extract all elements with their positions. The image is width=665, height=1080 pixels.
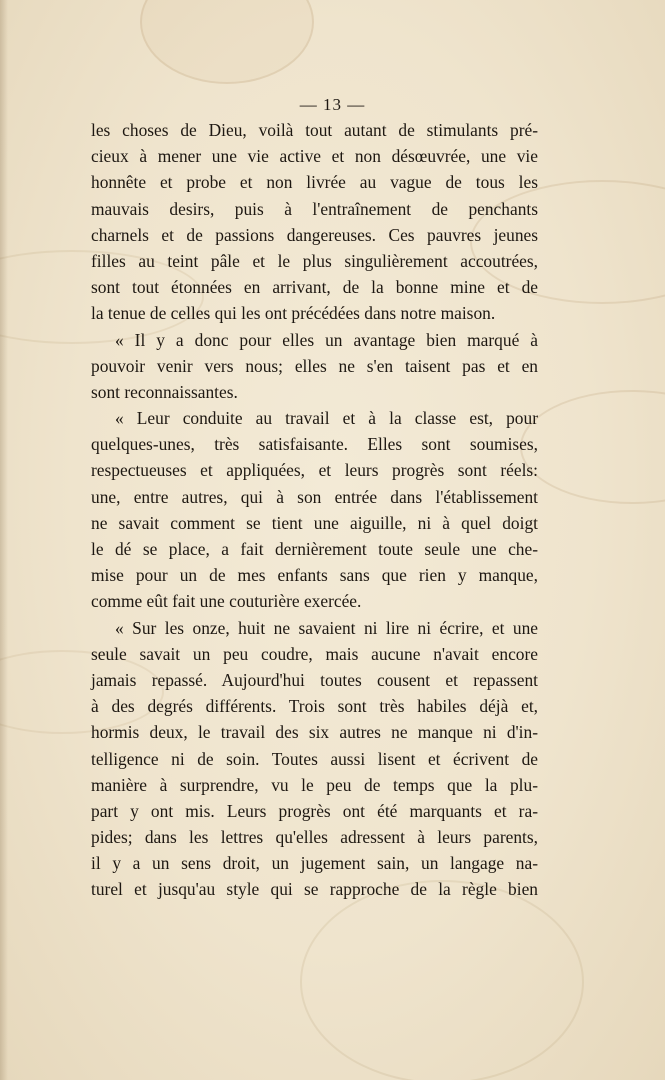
text-line: filles au teint pâle et le plus singulièrement accoutrées, [91,250,538,271]
text-line: pouvoir venir vers nous; elles ne s'en taisent pas et en [91,355,538,376]
text-line: turel et jusqu'au style qui se rapproche de la règle bien [91,879,538,900]
text-line: quelques-unes, très satisfaisante. Elles sont soumises, [91,434,538,455]
text-line: comme eût fait une couturière exercée. [91,591,362,612]
page-number: — 13 — [299,95,366,114]
water-stain [300,880,584,1080]
water-stain [520,390,665,504]
text-line: pides; dans les lettres qu'elles adressent à leurs parents, [91,827,538,848]
text-line: hormis deux, le travail des six autres ne manque ni d'in- [91,722,538,743]
text-line: cieux à mener une vie active et non désœuvrée, une vie [91,146,538,167]
text-line: une, entre autres, qui à son entrée dans l'établissement [91,486,538,507]
text-line: à des degrés différents. Trois sont très habiles déjà et, [91,696,538,717]
text-line: « Il y a donc pour elles un avantage bien marqué à [115,329,538,350]
text-line: charnels et de passions dangereuses. Ces pauvres jeunes [91,224,538,245]
text-line: sont tout étonnées en arrivant, de la bonne mine et de [91,277,538,298]
text-line: le dé se place, a fait dernièrement toute seule une che- [91,539,538,559]
text-line: jamais repassé. Aujourd'hui toutes cousent et repassent [91,669,538,690]
text-line: sont reconnaissantes. [91,381,238,402]
text-line: les choses de Dieu, voilà tout autant de stimulants pré- [91,120,538,140]
page-binding-edge [0,0,8,1080]
text-line: honnête et probe et non livrée au vague de tous les [91,172,538,193]
text-line: mise pour un de mes enfants sans que rien y manque, [91,565,538,586]
text-line: mauvais desirs, puis à l'entraînement de penchants [91,198,538,219]
text-line: seule savait un peu coudre, mais aucune n'avait encore [91,643,538,664]
text-line: il y a un sens droit, un jugement sain, un langage na- [91,853,538,874]
text-line: manière à surprendre, vu le peu de temps que la plu- [91,774,538,795]
text-line: telligence ni de soin. Toutes aussi lisent et écrivent de [91,748,538,769]
text-line: « Leur conduite au travail et à la classe est, pour [115,408,538,429]
text-line: respectueuses et appliquées, et leurs progrès sont réels: [91,460,538,481]
text-line: part y ont mis. Leurs progrès ont été marquants et ra- [91,800,538,821]
water-stain [140,0,314,84]
text-line: ne savait comment se tient une aiguille, ni à quel doigt [91,512,538,533]
body-text [91,117,538,903]
text-line: « Sur les onze, huit ne savaient ni lire ni écrire, et une [115,617,538,638]
text-line: la tenue de celles qui les ont précédées dans notre maison. [91,303,496,324]
